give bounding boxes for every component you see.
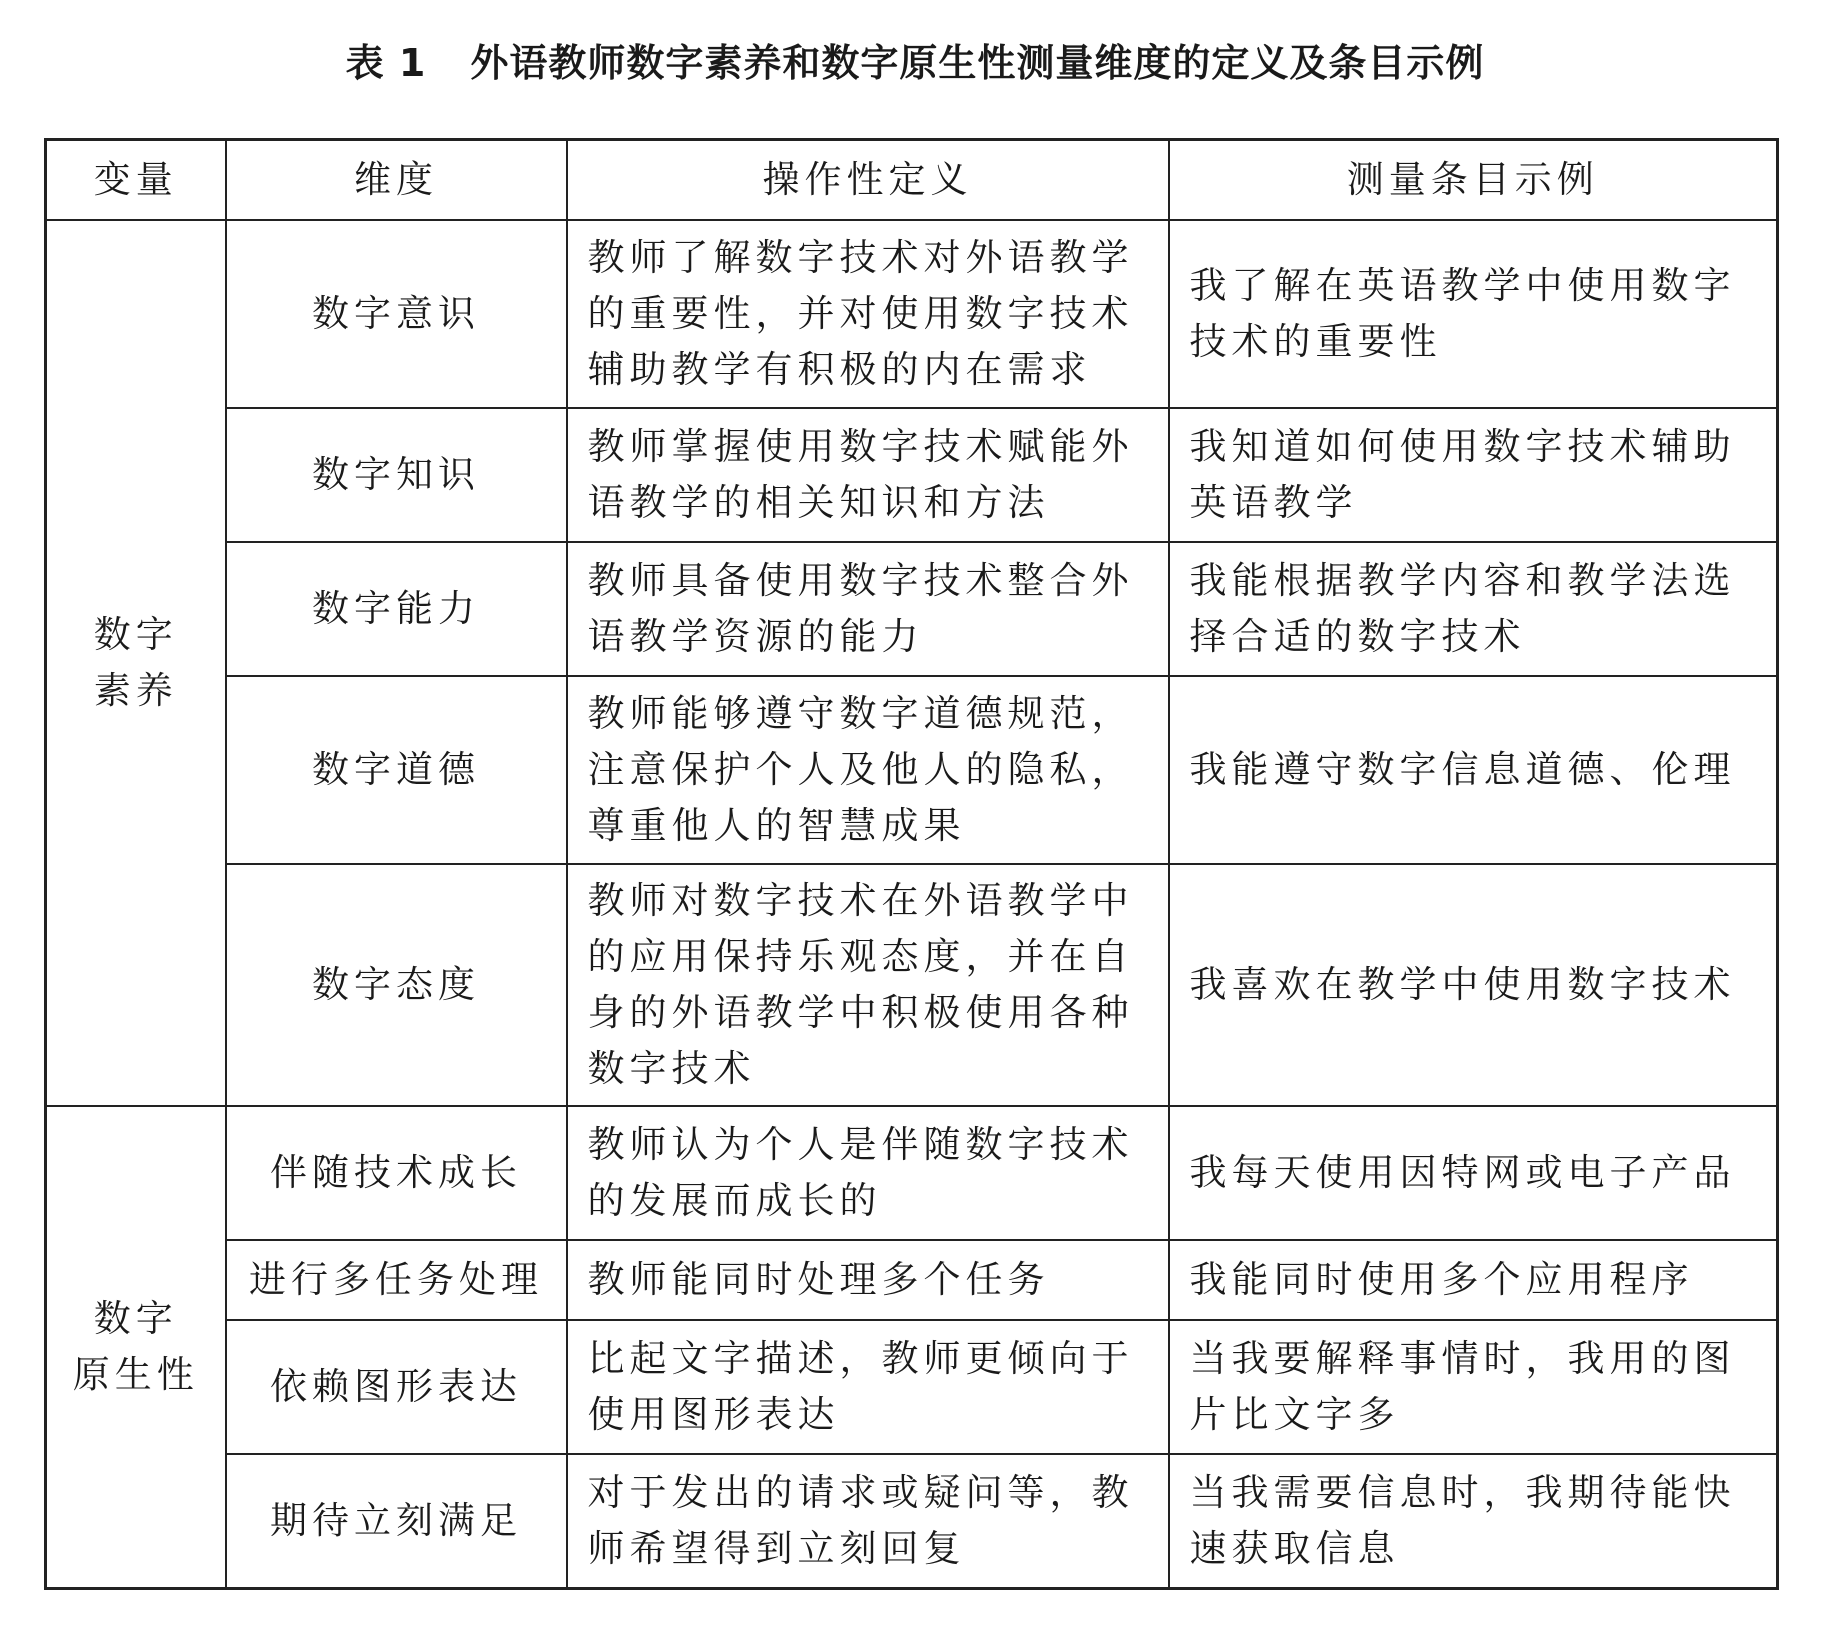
definition-cell: 教师掌握使用数字技术赋能外语教学的相关知识和方法: [567, 408, 1169, 542]
definition-cell: 教师了解数字技术对外语教学的重要性，并对使用数字技术辅助教学有积极的内在需求: [567, 220, 1169, 408]
table-row: [46, 1454, 1778, 1588]
dimension-cell: 数字态度: [226, 864, 567, 1106]
item-example-cell: 我喜欢在教学中使用数字技术: [1169, 864, 1778, 1106]
dimension-cell: 数字道德: [226, 676, 567, 864]
item-example-cell: 我能同时使用多个应用程序: [1169, 1240, 1778, 1320]
dimension-cell: 依赖图形表达: [226, 1320, 567, 1454]
definition-cell: 教师能同时处理多个任务: [567, 1240, 1169, 1320]
dimension-cell: 数字知识: [226, 408, 567, 542]
table-row: [46, 676, 1778, 864]
definition-cell: 教师能够遵守数字道德规范，注意保护个人及他人的隐私，尊重他人的智慧成果: [567, 676, 1169, 864]
item-example-cell: 当我要解释事情时，我用的图片比文字多: [1169, 1320, 1778, 1454]
item-example-cell: 我知道如何使用数字技术辅助英语教学: [1169, 408, 1778, 542]
definitions-table: [44, 138, 1779, 1590]
item-example-cell: 我每天使用因特网或电子产品: [1169, 1106, 1778, 1240]
definition-cell: 教师具备使用数字技术整合外语教学资源的能力: [567, 542, 1169, 676]
header-variable: 变量: [46, 140, 226, 221]
dimension-cell: 期待立刻满足: [226, 1454, 567, 1588]
table-row: [46, 408, 1778, 542]
variable-digital-literacy: [46, 220, 226, 1106]
table-caption: [0, 34, 1830, 92]
header-item-example: 测量条目示例: [1169, 140, 1778, 221]
item-example-cell: 我了解在英语教学中使用数字技术的重要性: [1169, 220, 1778, 408]
variable-line: 数字: [93, 1296, 178, 1340]
table-row: [46, 220, 1778, 408]
header-definition: 操作性定义: [567, 140, 1169, 221]
dimension-cell: 数字能力: [226, 542, 567, 676]
variable-digital-nativeness: [46, 1106, 226, 1588]
definition-cell: 教师对数字技术在外语教学中的应用保持乐观态度，并在自身的外语教学中积极使用各种数字技术: [567, 864, 1169, 1106]
dimension-cell: 伴随技术成长: [226, 1106, 567, 1240]
variable-line: 原生性: [72, 1352, 199, 1396]
table-row: [46, 1240, 1778, 1320]
header-dimension: 维度: [226, 140, 567, 221]
variable-line: 数字: [93, 613, 178, 656]
definition-cell: 比起文字描述，教师更倾向于使用图形表达: [567, 1320, 1169, 1454]
item-example-cell: 我能根据教学内容和教学法选择合适的数字技术: [1169, 542, 1778, 676]
definition-cell: 教师认为个人是伴随数字技术的发展而成长的: [567, 1106, 1169, 1240]
item-example-cell: 我能遵守数字信息道德、伦理: [1169, 676, 1778, 864]
table-number: 表 1: [345, 41, 427, 85]
variable-line: 素养: [93, 669, 178, 712]
dimension-cell: 数字意识: [226, 220, 567, 408]
table-row: [46, 1320, 1778, 1454]
dimension-cell: 进行多任务处理: [226, 1240, 567, 1320]
item-example-cell: 当我需要信息时，我期待能快速获取信息: [1169, 1454, 1778, 1588]
definition-cell: 对于发出的请求或疑问等，教师希望得到立刻回复: [567, 1454, 1169, 1588]
table-row: [46, 542, 1778, 676]
header-row: [46, 140, 1778, 221]
table-title: 外语教师数字素养和数字原生性测量维度的定义及条目示例: [470, 41, 1485, 85]
table-row: [46, 864, 1778, 1106]
table-row: [46, 1106, 1778, 1240]
